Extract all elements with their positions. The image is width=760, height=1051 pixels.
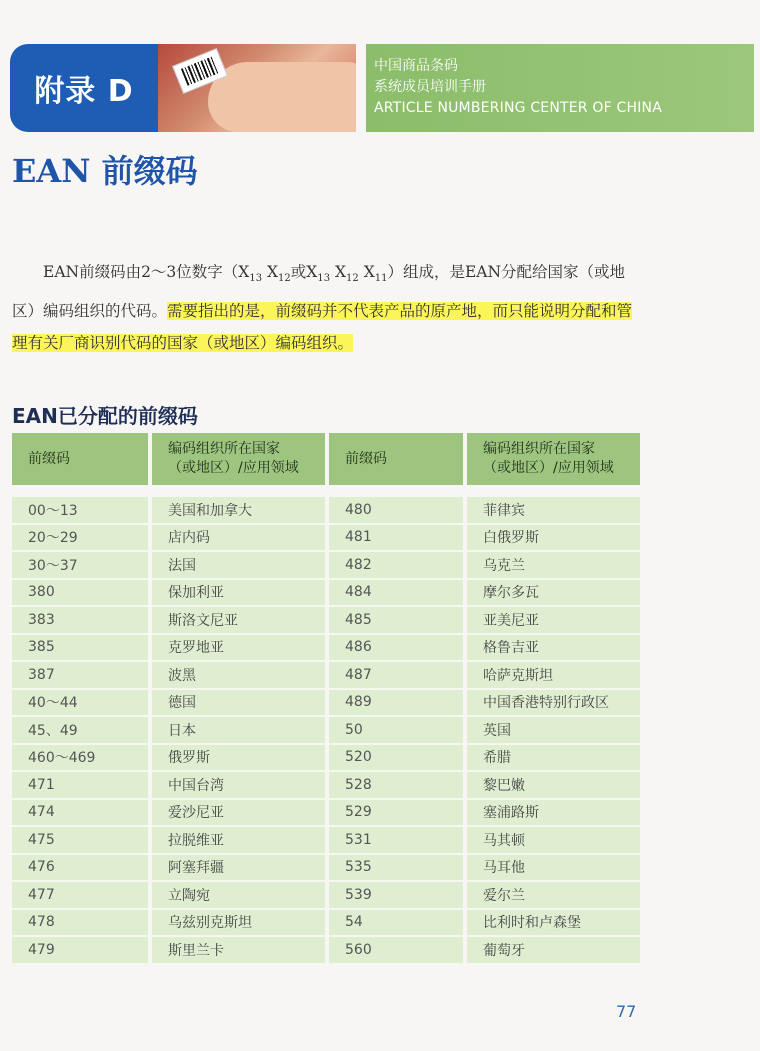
header-banner	[10, 44, 754, 134]
country-name: 哈萨克斯坦	[465, 661, 640, 689]
col-header-country-2	[465, 433, 640, 485]
table-row	[12, 909, 640, 937]
appendix-label: 附录 D	[10, 44, 158, 132]
country-name: 日本	[150, 716, 327, 744]
table-row	[12, 551, 640, 579]
country-name: 黎巴嫩	[465, 771, 640, 799]
table-row	[12, 881, 640, 909]
para-text: 或X	[290, 263, 318, 281]
country-name: 爱尔兰	[465, 881, 640, 909]
country-name: 格鲁吉亚	[465, 634, 640, 662]
col-header-country	[150, 433, 327, 485]
prefix-table	[12, 433, 640, 965]
table-row	[12, 689, 640, 717]
col-header-prefix: 前缀码	[12, 433, 150, 485]
table-row	[12, 661, 640, 689]
header-line: 编码组织所在国家	[483, 441, 595, 457]
table-row	[12, 634, 640, 662]
table-row	[12, 744, 640, 772]
country-name: 爱沙尼亚	[150, 799, 327, 827]
country-name: 亚美尼亚	[465, 606, 640, 634]
prefix-code: 487	[327, 661, 465, 689]
prefix-code: 535	[327, 854, 465, 882]
country-name: 英国	[465, 716, 640, 744]
prefix-code: 45、49	[12, 716, 150, 744]
prefix-code: 529	[327, 799, 465, 827]
prefix-code: 480	[327, 496, 465, 524]
country-name: 希腊	[465, 744, 640, 772]
subscript: 12	[346, 273, 359, 285]
table-row	[12, 496, 640, 524]
country-name: 拉脱维亚	[150, 826, 327, 854]
country-name: 法国	[150, 551, 327, 579]
table-row	[12, 936, 640, 964]
country-name: 德国	[150, 689, 327, 717]
prefix-code: 484	[327, 579, 465, 607]
prefix-code: 478	[12, 909, 150, 937]
country-name: 比利时和卢森堡	[465, 909, 640, 937]
header-line: （或地区）/应用领域	[168, 460, 299, 476]
table-title: EAN已分配的前缀码	[12, 404, 198, 428]
page-number: 77	[616, 1002, 637, 1021]
country-name: 斯洛文尼亚	[150, 606, 327, 634]
prefix-code: 40～44	[12, 689, 150, 717]
intro-paragraph	[12, 256, 644, 359]
prefix-code: 54	[327, 909, 465, 937]
prefix-code: 380	[12, 579, 150, 607]
table-header-row	[12, 433, 640, 485]
country-name: 马耳他	[465, 854, 640, 882]
prefix-code: 560	[327, 936, 465, 964]
prefix-code: 471	[12, 771, 150, 799]
table-spacer	[12, 485, 640, 496]
prefix-code: 30～37	[12, 551, 150, 579]
prefix-code: 479	[12, 936, 150, 964]
country-name: 中国香港特别行政区	[465, 689, 640, 717]
country-name: 俄罗斯	[150, 744, 327, 772]
table-row	[12, 524, 640, 552]
country-name: 白俄罗斯	[465, 524, 640, 552]
country-name: 塞浦路斯	[465, 799, 640, 827]
table-row	[12, 716, 640, 744]
country-name: 摩尔多瓦	[465, 579, 640, 607]
prefix-code: 00～13	[12, 496, 150, 524]
prefix-code: 520	[327, 744, 465, 772]
subscript: 13	[249, 273, 263, 285]
country-name: 保加利亚	[150, 579, 327, 607]
para-text: EAN前缀码由2～3位数字（X	[43, 263, 250, 281]
hand-image	[208, 62, 356, 132]
page-title: EAN 前缀码	[12, 152, 198, 190]
prefix-code: 20～29	[12, 524, 150, 552]
prefix-code: 475	[12, 826, 150, 854]
country-name: 波黑	[150, 661, 327, 689]
subscript: 13	[317, 273, 331, 285]
country-name: 菲律宾	[465, 496, 640, 524]
table-row	[12, 854, 640, 882]
prefix-code: 476	[12, 854, 150, 882]
prefix-code: 528	[327, 771, 465, 799]
prefix-code: 387	[12, 661, 150, 689]
para-text: ）组成，是EAN分配给国家（或地区）编码组织的代码。	[12, 263, 626, 321]
table-row	[12, 799, 640, 827]
prefix-code: 383	[12, 606, 150, 634]
barcode-tag-photo	[158, 44, 356, 132]
country-name: 乌克兰	[465, 551, 640, 579]
band-line-2: 系统成员培训手册	[374, 79, 486, 95]
prefix-code: 489	[327, 689, 465, 717]
subscript: 12	[278, 273, 291, 285]
country-name: 阿塞拜疆	[150, 854, 327, 882]
country-name: 马其顿	[465, 826, 640, 854]
country-name: 葡萄牙	[465, 936, 640, 964]
prefix-code: 50	[327, 716, 465, 744]
table-row	[12, 579, 640, 607]
country-name: 斯里兰卡	[150, 936, 327, 964]
table-row	[12, 826, 640, 854]
highlighted-note: 需要指出的是，前缀码并不代表产品的原产地，而只能说明分配和管理有关厂商识别代码的国家（或地区）编码组织。	[12, 302, 633, 353]
header-line: （或地区）/应用领域	[483, 460, 614, 476]
prefix-code: 485	[327, 606, 465, 634]
prefix-code: 539	[327, 881, 465, 909]
prefix-code: 385	[12, 634, 150, 662]
subscript: 11	[374, 273, 388, 285]
table-row	[12, 771, 640, 799]
country-name: 乌兹别克斯坦	[150, 909, 327, 937]
band-line-1: 中国商品条码	[374, 58, 458, 74]
prefix-code: 477	[12, 881, 150, 909]
prefix-code: 460～469	[12, 744, 150, 772]
col-header-prefix-2: 前缀码	[327, 433, 465, 485]
table-row	[12, 606, 640, 634]
country-name: 立陶宛	[150, 881, 327, 909]
prefix-code: 531	[327, 826, 465, 854]
country-name: 克罗地亚	[150, 634, 327, 662]
prefix-code: 482	[327, 551, 465, 579]
country-name: 店内码	[150, 524, 327, 552]
prefix-code: 486	[327, 634, 465, 662]
para-text: X	[330, 263, 347, 281]
header-line: 编码组织所在国家	[168, 441, 280, 457]
manual-title-band	[366, 44, 754, 132]
para-text: X	[358, 263, 375, 281]
country-name: 中国台湾	[150, 771, 327, 799]
country-name: 美国和加拿大	[150, 496, 327, 524]
prefix-code: 481	[327, 524, 465, 552]
prefix-code: 474	[12, 799, 150, 827]
para-text: X	[262, 263, 279, 281]
band-line-3: ARTICLE NUMBERING CENTER OF CHINA	[374, 100, 662, 116]
